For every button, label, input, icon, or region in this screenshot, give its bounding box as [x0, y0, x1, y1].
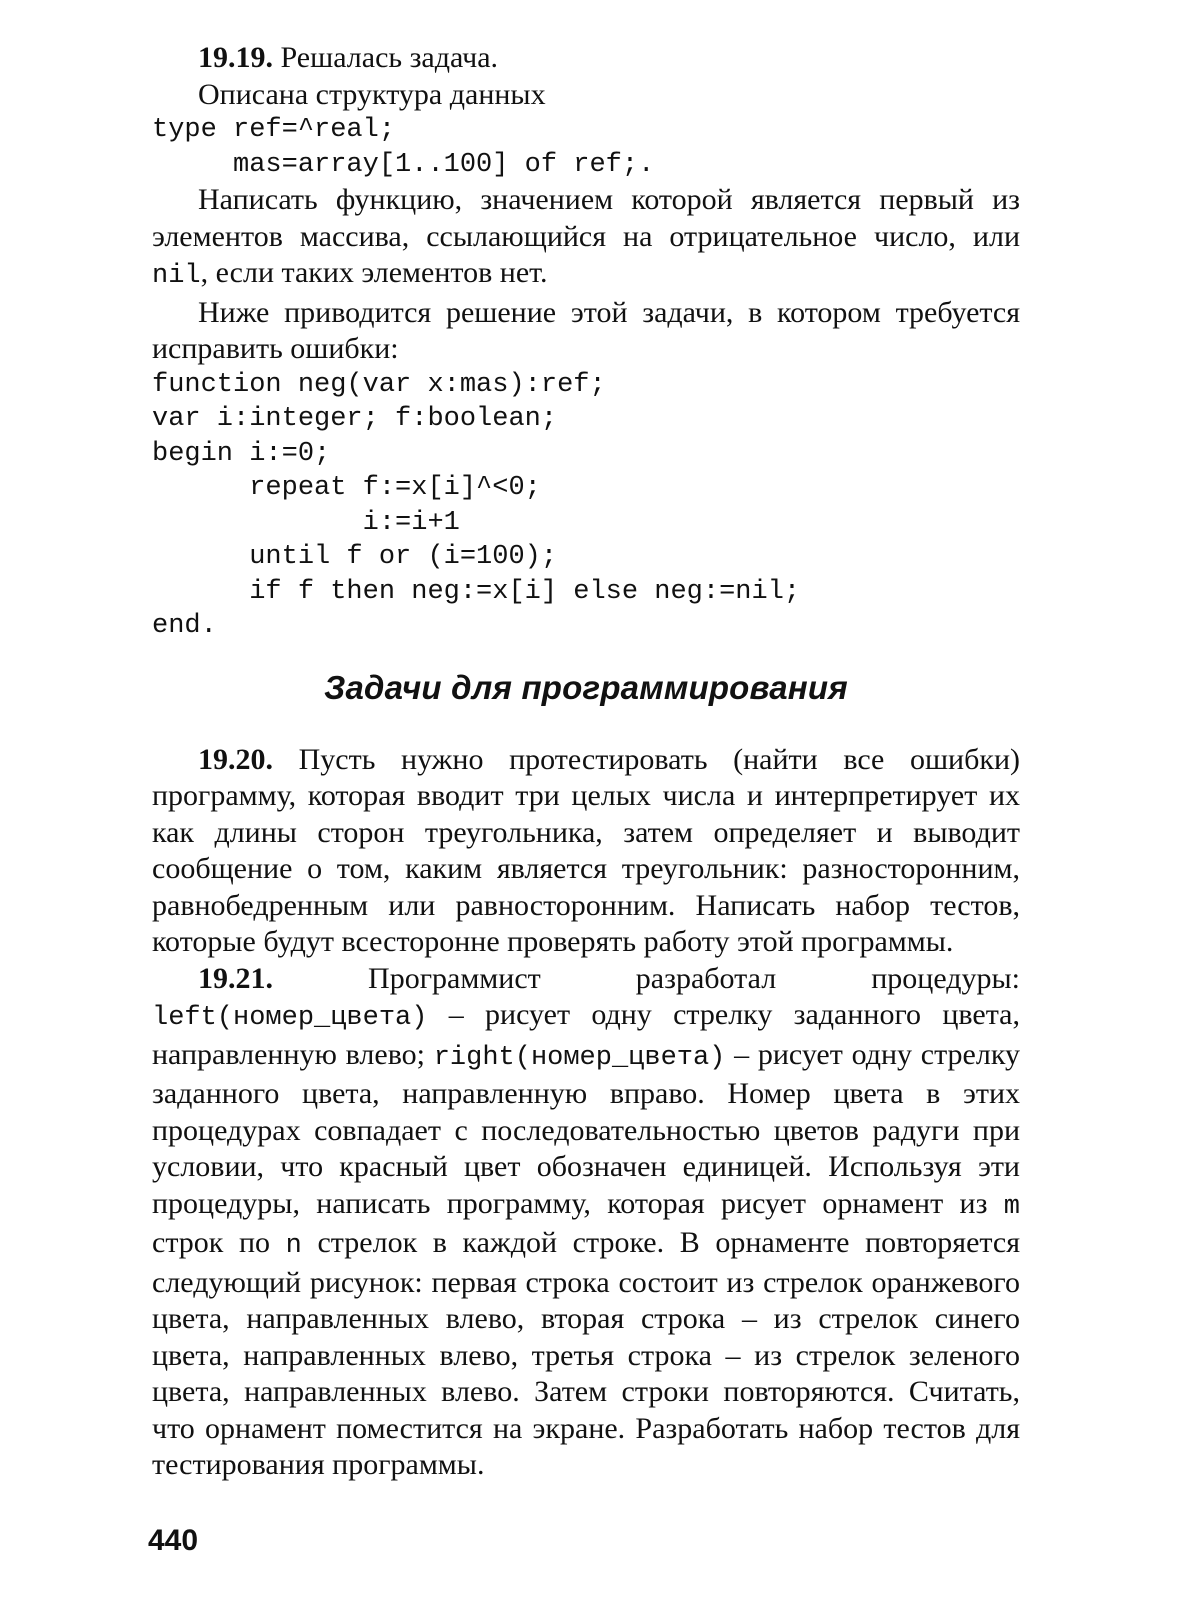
exercise-19-19-intro: Ниже приводится решение этой задачи, в котором требуется исправить ошибки:: [152, 295, 1020, 365]
exercise-19-19-task: [152, 182, 1020, 295]
exercise-text: Пусть нужно протестировать (найти все ошибки) программу, которая вводит три целых числа и интерпретирует их как длины сторон треугольника, затем определяет и выводит сообщение о том, каким является треугольник: разносторонним, равнобедренным или равносторонним. Написать набор тестов, которые будут всесторонне проверять работу этой программы.: [152, 742, 1020, 958]
exercise-number: 19.21.: [198, 961, 273, 995]
var-n: n: [285, 1231, 302, 1261]
exercise-number: 19.20.: [198, 742, 273, 776]
type-declaration-code: type ref=^real; mas=array[1..100] of ref;.: [152, 115, 655, 180]
var-m: m: [1003, 1191, 1020, 1222]
exercise-text: – рисует одну стрелку заданного цвета, направленную вправо. Номер цвета в этих процедурах совпадает с последовательностью цветов радуги при условии, что красный цвет обозначен единицей. Используя эти процедуры, написать программу, которая рисует орнамент из: [152, 1037, 1020, 1220]
page-number: 440: [148, 1524, 199, 1557]
exercise-number: 19.19.: [198, 41, 273, 74]
exercise-19-20: [152, 742, 1020, 961]
exercise-19-19-heading: [152, 40, 1020, 77]
exercise-19-19-line2: Описана структура данных: [198, 77, 546, 111]
page-content: [152, 40, 1020, 1484]
function-code: function neg(var x:mas):ref; var i:integer; f:boolean; begin i:=0; repeat f:=x[i]^<0; i:=i+1 until f or (i=100); if f then neg:=x[i] else neg:=nil; end.: [152, 369, 801, 641]
right-procedure-code: right(номер_цвета): [433, 1042, 726, 1073]
exercise-title: Решалась задача.: [273, 41, 499, 74]
exercise-text: строк по: [152, 1226, 286, 1259]
exercise-text: стрелок в каждой строке. В орнаменте повторяется следующий рисунок: первая строка состоит из стрелок оранжевого цвета, направленных влево, вторая строка – из стрелок синего цвета, направленных влево, третья строка – из стрелок зеленого цвета, направленных влево. Затем строки повторяются. Считать, что орнамент поместится на экране. Разработать набор тестов для тестирования программы.: [152, 1226, 1021, 1481]
nil-keyword: nil: [152, 261, 201, 291]
task-text: Написать функцию, значением которой является первый из элементов массива, ссылающийся на отрицательное число, или: [152, 183, 1020, 253]
exercise-text: – рисует одну стрелку заданного цвета, направленную влево;: [152, 998, 1020, 1071]
exercise-text: Программист разработал процедуры:: [273, 961, 1020, 995]
section-title: Задачи для программирования: [324, 668, 848, 706]
left-procedure-code: left(номер_цвета): [152, 1003, 428, 1033]
exercise-19-21: [152, 961, 1020, 1484]
task-text-end: , если таких элементов нет.: [200, 256, 548, 289]
